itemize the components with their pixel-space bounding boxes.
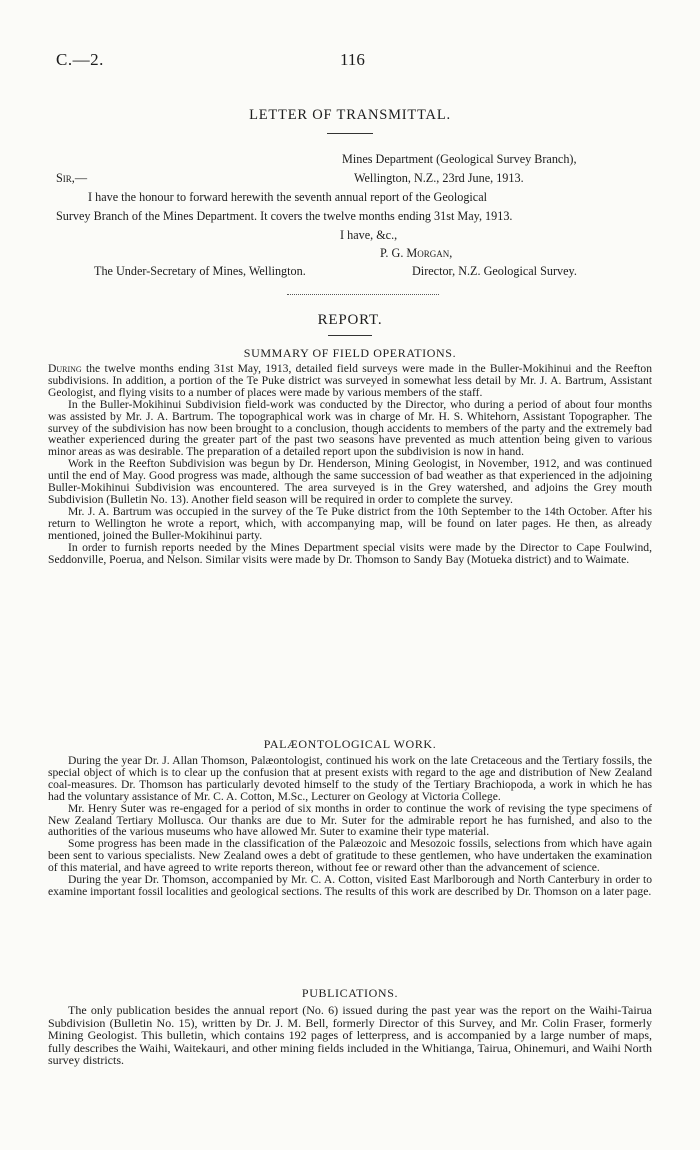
field-ops-paragraph-5: In order to furnish reports needed by the Mines Department special visits were made by the Director to Cape Foulwind, Seddonville, Poerua, and Nelson. Similar visits were made by Dr. Thomson to Sandy Bay (Motueka district) and to Waimate. <box>48 540 652 566</box>
letter-body-line-1: I have the honour to forward herewith the seventh annual report of the Geological <box>88 190 487 204</box>
report-title-rule <box>328 335 372 336</box>
letter-signature: P. G. Morgan, <box>380 246 453 260</box>
salutation: Sir,— <box>56 171 88 185</box>
document-reference: C.—2. <box>56 50 104 69</box>
section-divider <box>287 294 439 295</box>
address-line-1: Mines Department (Geological Survey Branch), <box>342 152 577 166</box>
address-line-2: Wellington, N.Z., 23rd June, 1913. <box>354 171 524 185</box>
field-ops-paragraph-2: In the Buller-Mokihinui Subdivision field-work was conducted by the Director, who during a period of about four months was assisted by Mr. J. A. Bartrum. The topographical work was in charge of Mr. H. S. Whitehorn, Assistant Topographer. The survey of the subdivision has now been brought to a conclusion, though accidents to members of the party and the extremely bad weather experienced during the greater part of the past two seasons have prevented as much attention being given to various minor areas as was desirable. The preparation of a detailed report upon the subdivision is now in hand. <box>48 397 652 459</box>
palaeo-paragraph-4: During the year Dr. Thomson, accompanied by Mr. C. A. Cotton, visited East Marlborough and North Canterbury in order to examine important fossil localities and geological sections. The results of this work are described by Dr. Thomson on a later page. <box>48 873 652 898</box>
title-rule <box>327 133 373 134</box>
palaeo-paragraph-3: Some progress has been made in the classification of the Palæozoic and Mesozoic fossils, selections from which have again been sent to various specialists. New Zealand owes a debt of gratitude to these gentlemen, who have undertaken the examination of this material, and have agreed to write reports thereon, without fee or reward other than the advancement of science. <box>48 837 652 875</box>
page-number: 116 <box>340 50 365 69</box>
letter-closing: I have, &c., <box>340 228 398 242</box>
letter-body-line-2: Survey Branch of the Mines Department. It covers the twelve months ending 31st May, 1913. <box>56 209 513 223</box>
palaeontological-heading: PALÆONTOLOGICAL WORK. <box>263 737 437 751</box>
field-ops-paragraph-1: the twelve months ending 31st May, 1913, detailed field surveys were made in the Buller-Mokihinui and the Reefton subdivisions. In addition, a portion of the Te Puke district was surveyed in somewhat less detail by Mr. J. A. Bartrum, Assistant Geologist, and flying visits to a number of places were made by various members of the staff. <box>48 362 652 399</box>
publications-paragraph-1: The only publication besides the annual report (No. 6) issued during the past year was the report on the Waihi-Tairua Subdivision (Bulletin No. 15), written by Dr. J. M. Bell, formerly Director of this Survey, and Mr. Colin Fraser, formerly Mining Geologist. This bulletin, which contains 192 pages of letterpress, and is accompanied by a large number of maps, fully describes the Waihi, Waitekauri, and other mining fields included in the Whitianga, Tairua, Ohinemuri, and Waihi North survey districts. <box>48 1003 652 1068</box>
publications-heading: PUBLICATIONS. <box>301 986 399 1000</box>
letter-addressee: The Under-Secretary of Mines, Wellington. <box>94 264 306 278</box>
field-operations-text <box>48 363 652 565</box>
publications-text <box>48 1004 652 1067</box>
drop-lead-word: During <box>48 362 82 375</box>
palaeo-paragraph-2: Mr. Henry Suter was re-engaged for a period of six months in order to continue the work of revising the type specimens of New Zealand Tertiary Mollusca. Our thanks are due to Mr. Suter for the admirable report he has furnished, and also to the authorities of the various museums who have allowed Mr. Suter to examine their type material. <box>48 801 652 839</box>
report-title: REPORT. <box>317 312 383 328</box>
field-operations-heading: SUMMARY OF FIELD OPERATIONS. <box>243 346 457 360</box>
letter-title: LETTER OF TRANSMITTAL. <box>249 107 451 123</box>
signer-title: Director, N.Z. Geological Survey. <box>412 264 577 278</box>
palaeo-paragraph-1: During the year Dr. J. Allan Thomson, Palæontologist, continued his work on the late Cretaceous and the Tertiary fossils, the special object of which is to clear up the confusion that at present exists with regard to the age and distribution of New Zealand coal-measures. Dr. Thomson has particularly devoted himself to the study of the Tertiary Brachiopoda, a work in which he has had the voluntary assistance of Mr. C. A. Cotton, M.Sc., Lecturer on Geology at Victoria College. <box>48 754 652 803</box>
field-ops-paragraph-4: Mr. J. A. Bartrum was occupied in the survey of the Te Puke district from the 10th September to the 14th October. After his return to Wellington he wrote a report, which, with accompanying map, will be found on later pages. He then, as already mentioned, joined the Buller-Mokihinui party. <box>48 504 652 542</box>
field-ops-paragraph-3: Work in the Reefton Subdivision was begun by Dr. Henderson, Mining Geologist, in November, 1912, and was continued until the end of May. Good progress was made, although the same succession of bad weather as that experienced in the adjoining Buller-Mokihinui Subdivision was encountered. The area surveyed is in the Grey watershed, and adjoins the Grey mouth Subdivision (Bulletin No. 13). Another field season will be required in order to complete the survey. <box>48 457 652 506</box>
palaeontological-text <box>48 755 652 898</box>
